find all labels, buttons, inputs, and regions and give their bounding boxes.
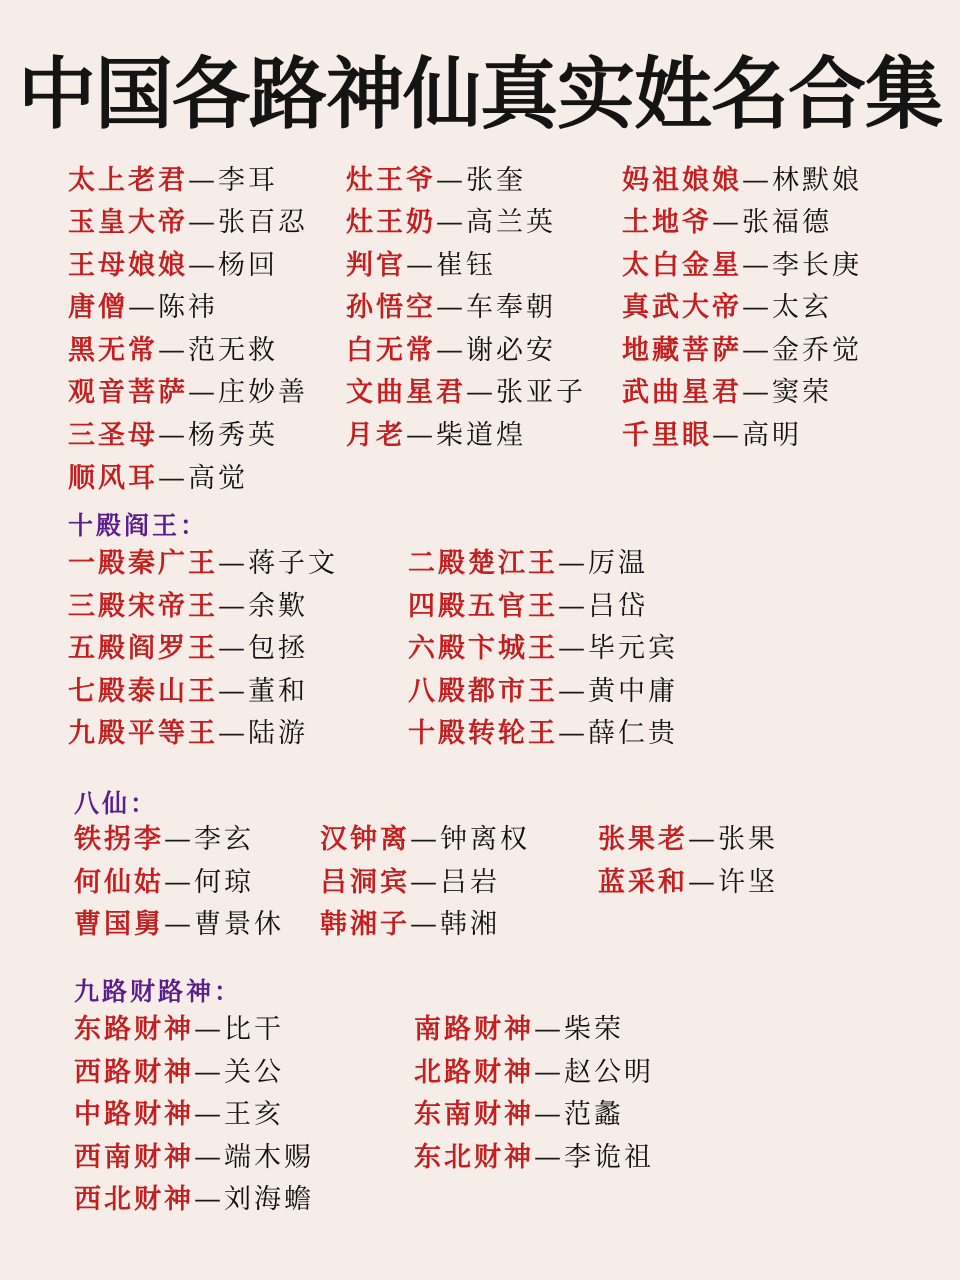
real-name: 窦荣 bbox=[772, 377, 832, 408]
god-title: 文曲星君 bbox=[346, 377, 466, 408]
entry-immortal-5: 蓝采和—许坚 bbox=[598, 867, 778, 898]
real-name: 余歎 bbox=[248, 591, 308, 622]
entry-yama-6: 七殿泰山王—董和 bbox=[68, 676, 308, 707]
entry-gods-16: 文曲星君—张亚子 bbox=[346, 377, 586, 408]
entry-gods-7: 判官—崔钰 bbox=[346, 250, 496, 281]
real-name: 张亚子 bbox=[496, 377, 586, 408]
real-name: 关公 bbox=[224, 1057, 284, 1088]
god-title: 二殿楚江王 bbox=[408, 548, 558, 579]
god-title: 何仙姑 bbox=[74, 867, 164, 898]
real-name: 何琼 bbox=[194, 867, 254, 898]
god-title: 蓝采和 bbox=[598, 867, 688, 898]
real-name: 董和 bbox=[248, 676, 308, 707]
god-title: 地藏菩萨 bbox=[622, 335, 742, 366]
entry-gods-4: 灶王奶—高兰英 bbox=[346, 207, 556, 238]
entry-gods-8: 太白金星—李长庚 bbox=[622, 250, 862, 281]
real-name: 李耳 bbox=[218, 165, 278, 196]
god-title: 灶王爷 bbox=[346, 165, 436, 196]
god-title: 西路财神 bbox=[74, 1057, 194, 1088]
real-name: 谢必安 bbox=[466, 335, 556, 366]
god-title: 灶王奶 bbox=[346, 207, 436, 238]
section-heading-yama: 十殿阎王： bbox=[68, 511, 209, 540]
entry-immortal-7: 韩湘子—韩湘 bbox=[320, 909, 500, 940]
real-name: 范蠡 bbox=[564, 1099, 624, 1130]
god-title: 三殿宋帝王 bbox=[68, 591, 218, 622]
god-title: 北路财神 bbox=[414, 1057, 534, 1088]
real-name: 钟离权 bbox=[440, 824, 530, 855]
god-title: 三圣母 bbox=[68, 420, 158, 451]
god-title: 判官 bbox=[346, 250, 406, 281]
entry-gods-1: 灶王爷—张奎 bbox=[346, 165, 526, 196]
entry-gods-3: 玉皇大帝—张百忍 bbox=[68, 207, 308, 238]
real-name: 曹景休 bbox=[194, 909, 284, 940]
real-name: 韩湘 bbox=[440, 909, 500, 940]
real-name: 范无救 bbox=[188, 335, 278, 366]
god-title: 九殿平等王 bbox=[68, 718, 218, 749]
entry-wealth-3: 北路财神—赵公明 bbox=[414, 1057, 654, 1088]
god-title: 土地爷 bbox=[622, 207, 712, 238]
god-title: 顺风耳 bbox=[68, 463, 158, 494]
real-name: 薛仁贵 bbox=[588, 718, 678, 749]
god-title: 太上老君 bbox=[68, 165, 188, 196]
entry-gods-10: 孙悟空—车奉朝 bbox=[346, 292, 556, 323]
real-name: 李长庚 bbox=[772, 250, 862, 281]
real-name: 崔钰 bbox=[436, 250, 496, 281]
real-name: 蒋子文 bbox=[248, 548, 338, 579]
real-name: 黄中庸 bbox=[588, 676, 678, 707]
god-title: 中路财神 bbox=[74, 1099, 194, 1130]
real-name: 李诡祖 bbox=[564, 1142, 654, 1173]
real-name: 高觉 bbox=[188, 463, 248, 494]
entry-wealth-1: 南路财神—柴荣 bbox=[414, 1014, 624, 1045]
real-name: 厉温 bbox=[588, 548, 648, 579]
page-title: 中国各路神仙真实姓名合集 bbox=[17, 50, 942, 140]
entry-gods-14: 地藏菩萨—金乔觉 bbox=[622, 335, 862, 366]
entry-gods-12: 黑无常—范无救 bbox=[68, 335, 278, 366]
entry-wealth-6: 西南财神—端木赐 bbox=[74, 1142, 314, 1173]
entry-gods-19: 月老—柴道煌 bbox=[346, 420, 526, 451]
entry-gods-11: 真武大帝—太玄 bbox=[622, 292, 832, 323]
entry-gods-2: 妈祖娘娘—林默娘 bbox=[622, 165, 862, 196]
god-title: 汉钟离 bbox=[320, 824, 410, 855]
god-title: 西北财神 bbox=[74, 1184, 194, 1215]
entry-gods-0: 太上老君—李耳 bbox=[68, 165, 278, 196]
entry-wealth-5: 东南财神—范蠡 bbox=[414, 1099, 624, 1130]
real-name: 张福德 bbox=[742, 207, 832, 238]
entry-gods-15: 观音菩萨—庄妙善 bbox=[68, 377, 308, 408]
real-name: 车奉朝 bbox=[466, 292, 556, 323]
entry-wealth-2: 西路财神—关公 bbox=[74, 1057, 284, 1088]
real-name: 杨回 bbox=[218, 250, 278, 281]
entry-gods-17: 武曲星君—窦荣 bbox=[622, 377, 832, 408]
real-name: 张果 bbox=[718, 824, 778, 855]
god-title: 武曲星君 bbox=[622, 377, 742, 408]
real-name: 吕岱 bbox=[588, 591, 648, 622]
god-title: 吕洞宾 bbox=[320, 867, 410, 898]
entry-gods-21: 顺风耳—高觉 bbox=[68, 463, 248, 494]
entry-gods-20: 千里眼—高明 bbox=[622, 420, 802, 451]
god-title: 玉皇大帝 bbox=[68, 207, 188, 238]
real-name: 李玄 bbox=[194, 824, 254, 855]
real-name: 张奎 bbox=[466, 165, 526, 196]
god-title: 铁拐李 bbox=[74, 824, 164, 855]
real-name: 张百忍 bbox=[218, 207, 308, 238]
real-name: 柴荣 bbox=[564, 1014, 624, 1045]
entry-yama-0: 一殿秦广王—蒋子文 bbox=[68, 548, 338, 579]
entry-immortal-1: 汉钟离—钟离权 bbox=[320, 824, 530, 855]
god-title: 六殿卞城王 bbox=[408, 633, 558, 664]
god-title: 东路财神 bbox=[74, 1014, 194, 1045]
god-title: 八殿都市王 bbox=[408, 676, 558, 707]
god-title: 四殿五官王 bbox=[408, 591, 558, 622]
section-heading-eight-immortals: 八仙： bbox=[74, 789, 159, 818]
entry-yama-1: 二殿楚江王—厉温 bbox=[408, 548, 648, 579]
real-name: 吕岩 bbox=[440, 867, 500, 898]
real-name: 金乔觉 bbox=[772, 335, 862, 366]
entry-yama-7: 八殿都市王—黄中庸 bbox=[408, 676, 678, 707]
real-name: 王亥 bbox=[224, 1099, 284, 1130]
entry-gods-9: 唐僧—陈祎 bbox=[68, 292, 218, 323]
entry-yama-9: 十殿转轮王—薛仁贵 bbox=[408, 718, 678, 749]
real-name: 庄妙善 bbox=[218, 377, 308, 408]
god-title: 七殿泰山王 bbox=[68, 676, 218, 707]
real-name: 高兰英 bbox=[466, 207, 556, 238]
entry-immortal-4: 吕洞宾—吕岩 bbox=[320, 867, 500, 898]
entry-yama-4: 五殿阎罗王—包拯 bbox=[68, 633, 308, 664]
entry-wealth-8: 西北财神—刘海蟾 bbox=[74, 1184, 314, 1215]
real-name: 刘海蟾 bbox=[224, 1184, 314, 1215]
god-title: 孙悟空 bbox=[346, 292, 436, 323]
real-name: 太玄 bbox=[772, 292, 832, 323]
entry-gods-13: 白无常—谢必安 bbox=[346, 335, 556, 366]
god-title: 十殿转轮王 bbox=[408, 718, 558, 749]
god-title: 韩湘子 bbox=[320, 909, 410, 940]
entry-wealth-4: 中路财神—王亥 bbox=[74, 1099, 284, 1130]
god-title: 千里眼 bbox=[622, 420, 712, 451]
entry-wealth-0: 东路财神—比干 bbox=[74, 1014, 284, 1045]
entry-yama-5: 六殿卞城王—毕元宾 bbox=[408, 633, 678, 664]
entry-yama-2: 三殿宋帝王—余歎 bbox=[68, 591, 308, 622]
god-title: 黑无常 bbox=[68, 335, 158, 366]
real-name: 林默娘 bbox=[772, 165, 862, 196]
god-title: 五殿阎罗王 bbox=[68, 633, 218, 664]
entry-immortal-0: 铁拐李—李玄 bbox=[74, 824, 254, 855]
real-name: 高明 bbox=[742, 420, 802, 451]
real-name: 杨秀英 bbox=[188, 420, 278, 451]
god-title: 唐僧 bbox=[68, 292, 128, 323]
entry-yama-8: 九殿平等王—陆游 bbox=[68, 718, 308, 749]
real-name: 陈祎 bbox=[158, 292, 218, 323]
entry-gods-5: 土地爷—张福德 bbox=[622, 207, 832, 238]
real-name: 端木赐 bbox=[224, 1142, 314, 1173]
god-title: 妈祖娘娘 bbox=[622, 165, 742, 196]
real-name: 赵公明 bbox=[564, 1057, 654, 1088]
section-heading-wealth-gods: 九路财路神： bbox=[74, 977, 243, 1006]
real-name: 毕元宾 bbox=[588, 633, 678, 664]
entry-immortal-6: 曹国舅—曹景休 bbox=[74, 909, 284, 940]
god-title: 王母娘娘 bbox=[68, 250, 188, 281]
real-name: 许坚 bbox=[718, 867, 778, 898]
entry-yama-3: 四殿五官王—吕岱 bbox=[408, 591, 648, 622]
real-name: 柴道煌 bbox=[436, 420, 526, 451]
entry-immortal-3: 何仙姑—何琼 bbox=[74, 867, 254, 898]
god-title: 西南财神 bbox=[74, 1142, 194, 1173]
god-title: 南路财神 bbox=[414, 1014, 534, 1045]
god-title: 月老 bbox=[346, 420, 406, 451]
real-name: 比干 bbox=[224, 1014, 284, 1045]
god-title: 白无常 bbox=[346, 335, 436, 366]
entry-immortal-2: 张果老—张果 bbox=[598, 824, 778, 855]
god-title: 观音菩萨 bbox=[68, 377, 188, 408]
god-title: 曹国舅 bbox=[74, 909, 164, 940]
god-title: 张果老 bbox=[598, 824, 688, 855]
real-name: 包拯 bbox=[248, 633, 308, 664]
god-title: 太白金星 bbox=[622, 250, 742, 281]
god-title: 东北财神 bbox=[414, 1142, 534, 1173]
entry-gods-6: 王母娘娘—杨回 bbox=[68, 250, 278, 281]
god-title: 真武大帝 bbox=[622, 292, 742, 323]
god-title: 东南财神 bbox=[414, 1099, 534, 1130]
entry-wealth-7: 东北财神—李诡祖 bbox=[414, 1142, 654, 1173]
real-name: 陆游 bbox=[248, 718, 308, 749]
entry-gods-18: 三圣母—杨秀英 bbox=[68, 420, 278, 451]
god-title: 一殿秦广王 bbox=[68, 548, 218, 579]
